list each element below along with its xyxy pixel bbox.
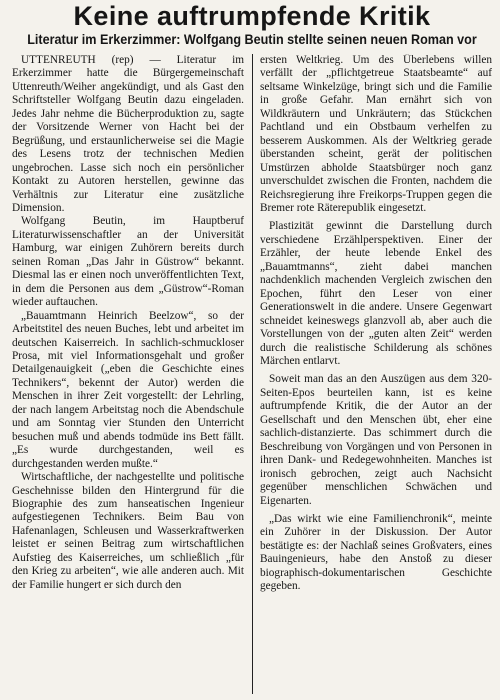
subheadline: Literatur im Erkerzimmer: Wolfgang Beutin stellte seinen neuen Roman vor	[27, 32, 477, 47]
paragraph-dateline: UTTENREUTH (rep) — Literatur im Erkerzimmer hatte die Bürgergemeinschaft Uttenreuth/Weiher angekündigt, und als Gast den Schriftsteller Wolfgang Beutin dazu eingeladen. Jedes Jahr nehme die Bücherproduktion zu, sagte der Vorsitzende Werner von Hacht bei der Begrüßung, und erstaunlicherweise sei die Magie des Lesens trotz der technischen Medien ungebrochen. Lasse sich noch ein persönlicher Kontakt zu Autoren herstellen, gewinne das Verhältnis zur Literatur eine zusätzliche Dimension.	[12, 54, 245, 214]
paragraph: Wolfgang Beutin, im Hauptberuf Literaturwissenschaftler an der Universität Hamburg, war einigen Zuhörern bereits durch seinen Roman „Das Jahr in Güstrow“ bekannt. Diesmal las er einen noch unveröffentlichten Text, in dem die Personen aus dem „Güstrow“-Roman wieder auftauchen.	[12, 215, 245, 309]
paragraph-continued: ersten Weltkrieg. Um des Überlebens willen verfällt der „pflichtgetreue Staatsbeamte“ auf seltsame Winkelzüge, bringt sich und die Familie in große Gefahr. Man ernährt sich von Wildkräutern und Unkräutern; das Stückchen Pachtland und ein Obstbaum verhelfen zu besserem Auskommen. Als der Weltkrieg gerade überstanden scheint, gerät der politischen Umstürzen abholde Staatsbürger noch ganz unverschuldet zwischen die Fronten, nachdem die Reichsregierung ihre Freikorps-Truppen gegen die Bremer rote Räterepublik eingesetzt.	[260, 54, 493, 214]
article-columns	[12, 54, 492, 694]
left-column	[12, 54, 244, 694]
right-column	[260, 54, 492, 694]
paragraph: Soweit man das an den Auszügen aus dem 320-Seiten-Epos beurteilen kann, ist es keine auftrumpfende Kritik, die der Autor an der Gesellschaft und den Menschen übt, eher eine sachlich-distanzierte. Das schimmert durch die Beschreibung von Vorgängen und von Personen in ihren Dank- und Redegewohnheiten. Manches ist ironisch gebrochen, zeigt auch Nachsicht gegenüber menschlichen Schwächen und Eigenarten.	[260, 373, 493, 507]
paragraph: Plastizität gewinnt die Darstellung durch verschiedene Erzählperspektiven. Einer der Erzähler, der heute lebende Enkel des „Bauamtmanns“, zieht dabei manchen nachdenklich machenden Vergleich zwischen den Epochen, führt den Leser von einer Generationswelt in die andere. Unsere Gegenwart schneidet keineswegs glanzvoll ab, aber auch die Vorstellungen von der „guten alten Zeit“ werden durch die realistische Schilderung als schönes Märchen entlarvt.	[260, 220, 493, 367]
paragraph: Wirtschaftliche, der nachgestellte und politische Geschehnisse bilden den Hintergrund für die Biographie des zum hanseatischen Ingenieur aufgestiegenen Technikers. Beim Bau von Hafenanlagen, Schleusen und Wasserkraftwerken leistet er seinen Beitrag zum wirtschaftlichen Aufstieg des Kaiserreiches, um schließlich „für den Krieg zu arbeiten“, wie alle anderen auch. Mit der Familie hungert er sich durch den	[12, 471, 245, 591]
column-divider	[252, 54, 253, 694]
paragraph: „Bauamtmann Heinrich Beelzow“, so der Arbeitstitel des neuen Buches, lebt und arbeitet im deutschen Kaiserreich. In sachlich-schmuckloser Prosa, mit viel Informationsgehalt und großer Detailgenauigkeit („eben die Geschichte eines Technikers“, bekennt der Autor) werden die Menschen in ihrer Zeit vorgestellt: der Lehrling, der nach langem Arbeitstag noch die Abendschule und am Sonntag vier Stunden den Unterricht besuchen muß und abends todmüde ins Bett fällt. „Es wurde durchgestanden, weil es durchgestanden werden mußte.“	[12, 309, 245, 470]
headline: Keine auftrumpfende Kritik	[73, 1, 431, 31]
paragraph: „Das wirkt wie eine Familienchronik“, meinte ein Zuhörer in der Diskussion. Der Autor bestätigte es: der Nachlaß seines Großvaters, eines Bauingenieurs, habe den Anstoß zu dieser biographisch-dokumentarischen Geschichte gegeben.	[260, 512, 493, 593]
